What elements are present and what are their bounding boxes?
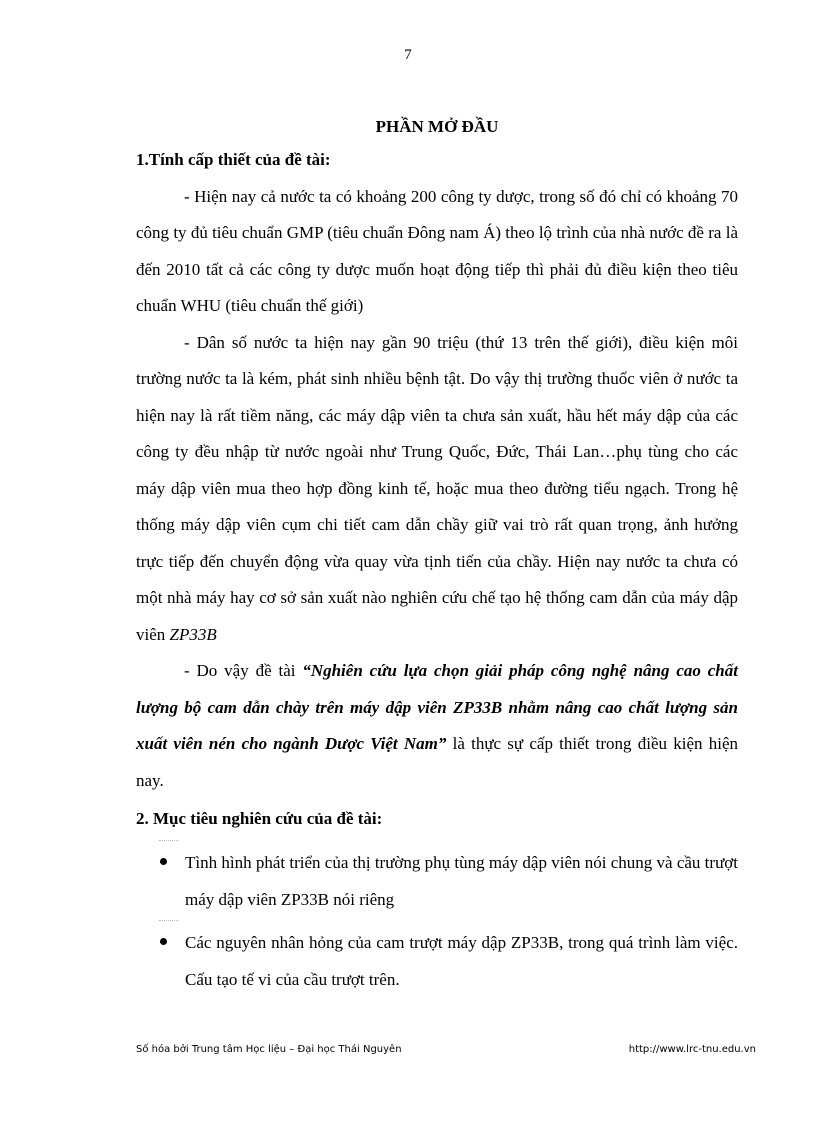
bullet-icon xyxy=(160,938,167,945)
dotted-mark xyxy=(159,920,179,922)
thesis-title-quote: “Nghiên cứu lựa chọn giải pháp công nghệ nâng cao chất lượng bộ cam dẫn chày trên máy dập viên ZP33B nhằm nâng cao chất lượng sản xuất viên nén cho ngành Dược Việt Nam” xyxy=(136,661,738,753)
dotted-mark xyxy=(159,840,179,842)
list-item xyxy=(136,924,738,998)
model-name: ZP33B xyxy=(169,624,217,644)
document-body xyxy=(136,112,738,998)
paragraph-1: - Hiện nay cả nước ta có khoảng 200 công ty dược, trong số đó chỉ có khoảng 70 công ty đủ tiêu chuẩn GMP (tiêu chuẩn Đông nam Á) theo lộ trình của nhà nước đề ra là đến 2010 tất cả các công ty dược muốn hoạt động tiếp thì phải đủ điều kiện theo tiêu chuẩn WHU (tiêu chuẩn thế giới) xyxy=(136,186,738,315)
page-title: PHẦN MỞ ĐẦU xyxy=(375,117,499,136)
list-item-text: Các nguyên nhân hỏng của cam trượt máy dập ZP33B, trong quá trình làm việc. Cấu tạo tế vi của cầu trượt trên. xyxy=(185,932,738,989)
paragraph-2-text: - Dân số nước ta hiện nay gần 90 triệu (thứ 13 trên thế giới), điều kiện môi trường nước ta là kém, phát sinh nhiều bệnh tật. Do vậy thị trường thuốc viên ở nước ta hiện nay là rất tiềm năng, các máy dập viên ta chưa sản xuất, hầu hết máy dập của các công ty đều nhập từ nước ngoài như Trung Quốc, Đức, Thái Lan…phụ tùng cho các máy dập viên mua theo hợp đồng kinh tế, hoặc mua theo đường tiểu ngạch. Trong hệ thống máy dập viên cụm chi tiết cam dẫn chầy giữ vai trò rất quan trọng, ảnh hưởng trực tiếp đến chuyển động vừa quay vừa tịnh tiến của chầy. Hiện nay nước ta chưa có một nhà máy hay cơ sở sản xuất nào nghiên cứu chế tạo hệ thống cam dẫn của máy dập viên xyxy=(136,332,738,644)
page-footer xyxy=(136,1044,756,1055)
objectives-list xyxy=(136,844,738,998)
footer-url: http://www.lrc-tnu.edu.vn xyxy=(628,1044,756,1055)
paragraph-3-prefix: - Do vậy đề tài xyxy=(184,661,303,680)
paragraph-2 xyxy=(136,325,738,654)
list-item-text: Tình hình phát triển của thị trường phụ tùng máy dập viên nói chung và cầu trượt máy dập viên ZP33B nói riêng xyxy=(185,852,738,909)
section-1-heading: 1.Tính cấp thiết của đề tài: xyxy=(136,150,331,169)
footer-credit: Số hóa bởi Trung tâm Học liệu – Đại học Thái Nguyên xyxy=(136,1044,402,1055)
page-number: 7 xyxy=(404,47,412,63)
list-item xyxy=(136,844,738,918)
section-2-heading: 2. Mục tiêu nghiên cứu của đề tài: xyxy=(136,809,383,828)
bullet-icon xyxy=(160,858,167,865)
paragraph-3 xyxy=(136,653,738,799)
paragraph-3-suffix: là thực sự cấp thiết trong điều kiện hiện nay. xyxy=(136,734,738,790)
